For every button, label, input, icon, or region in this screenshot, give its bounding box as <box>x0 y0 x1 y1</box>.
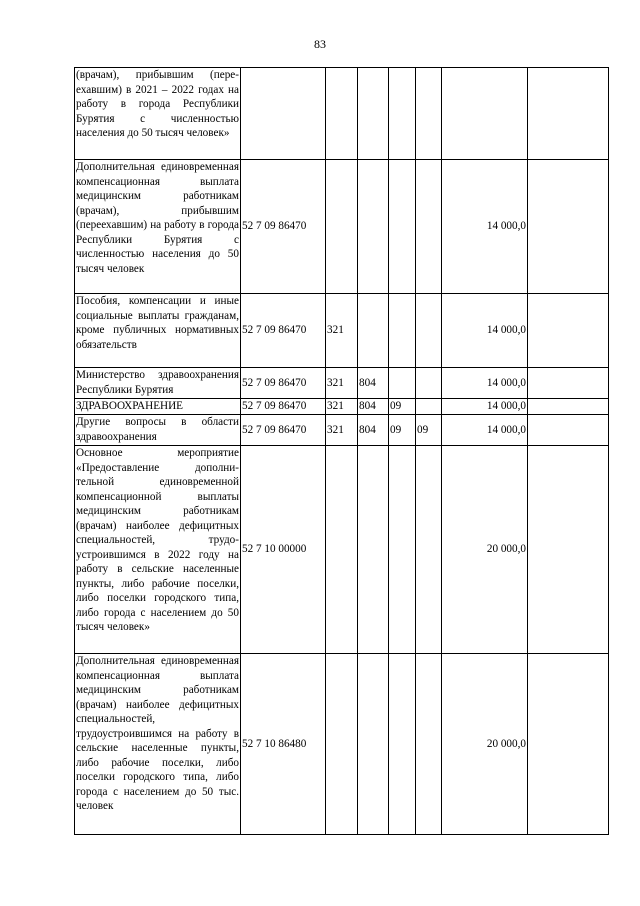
row-ministry-code: 804 <box>358 399 389 415</box>
row-extra <box>528 68 609 160</box>
row-target-code: 52 7 10 00000 <box>241 446 326 654</box>
row-extra <box>528 654 609 835</box>
row-ministry-code <box>358 68 389 160</box>
page-number: 83 <box>314 37 326 51</box>
row-ministry-code <box>358 654 389 835</box>
row-amount: 14 000,0 <box>442 415 528 446</box>
row-amount: 14 000,0 <box>442 399 528 415</box>
row-expense-type: 321 <box>326 294 358 368</box>
row-expense-type <box>326 446 358 654</box>
row-extra <box>528 415 609 446</box>
row-subsection <box>416 368 442 399</box>
table-row <box>75 294 609 368</box>
row-ministry-code <box>358 294 389 368</box>
row-description: Дополнительная единовременная компенсационная выплата медицинским работникам (врачам) наиболее дефицитных специальностей, трудоустроившимся на работу в сельские населенные пункты, либо рабочие поселки, либо поселки городского типа, либо города с населением до 50 тыс. человек <box>75 654 241 835</box>
row-target-code: 52 7 09 86470 <box>241 368 326 399</box>
row-section <box>389 68 416 160</box>
row-extra <box>528 368 609 399</box>
row-section: 09 <box>389 415 416 446</box>
row-section <box>389 446 416 654</box>
row-subsection <box>416 68 442 160</box>
row-expense-type <box>326 654 358 835</box>
row-subsection: 09 <box>416 415 442 446</box>
row-subsection <box>416 160 442 294</box>
row-amount: 14 000,0 <box>442 160 528 294</box>
table-row <box>75 68 609 160</box>
row-ministry-code <box>358 446 389 654</box>
row-ministry-code <box>358 160 389 294</box>
row-target-code: 52 7 09 86470 <box>241 415 326 446</box>
row-description: ЗДРАВООХРАНЕНИЕ <box>75 399 241 415</box>
row-amount: 20 000,0 <box>442 654 528 835</box>
row-subsection <box>416 446 442 654</box>
table-row <box>75 399 609 415</box>
row-subsection <box>416 654 442 835</box>
row-description: Дополнительная единовременная компенсационная выплата медицинским работникам (врачам), прибывшим (переехавшим) на работу в города Республики Бурятия с численностью населения до 50 тысяч человек <box>75 160 241 294</box>
row-section <box>389 294 416 368</box>
row-expense-type: 321 <box>326 368 358 399</box>
row-expense-type: 321 <box>326 415 358 446</box>
row-expense-type <box>326 68 358 160</box>
row-target-code: 52 7 09 86470 <box>241 399 326 415</box>
row-target-code: 52 7 09 86470 <box>241 160 326 294</box>
row-section <box>389 654 416 835</box>
table-row <box>75 160 609 294</box>
row-target-code <box>241 68 326 160</box>
row-amount: 20 000,0 <box>442 446 528 654</box>
table-row <box>75 368 609 399</box>
row-amount: 14 000,0 <box>442 368 528 399</box>
table-body <box>75 68 609 835</box>
row-expense-type: 321 <box>326 399 358 415</box>
row-description: Пособия, компенсации и иные социальные выплаты гражданам, кроме публичных нормативных обязательств <box>75 294 241 368</box>
row-description: Основное мероприятие «Предоставление дополнительной единовременной компенсационной выплаты медицинским работникам (врачам) наиболее дефицитных специальностей, трудоустроившимся в 2022 году на работу в сельские населенные пункты, либо рабочие поселки, либо поселки городского типа, либо города с населением до 50 тысяч человек» <box>75 446 241 654</box>
row-subsection <box>416 399 442 415</box>
budget-table <box>74 67 609 835</box>
table-row <box>75 415 609 446</box>
row-target-code: 52 7 09 86470 <box>241 294 326 368</box>
row-description: Министерство здравоохранения Республики Бурятия <box>75 368 241 399</box>
row-extra <box>528 446 609 654</box>
row-amount: 14 000,0 <box>442 294 528 368</box>
row-ministry-code: 804 <box>358 368 389 399</box>
row-ministry-code: 804 <box>358 415 389 446</box>
row-extra <box>528 160 609 294</box>
row-target-code: 52 7 10 86480 <box>241 654 326 835</box>
table-row <box>75 446 609 654</box>
row-expense-type <box>326 160 358 294</box>
row-section <box>389 368 416 399</box>
row-description: Другие вопросы в области здравоохранения <box>75 415 241 446</box>
row-description: (врачам), прибывшим (переехавшим) в 2021 – 2022 годах на работу в города Республики Бурятия с численностью населения до 50 тысяч человек» <box>75 68 241 160</box>
row-extra <box>528 294 609 368</box>
row-section <box>389 160 416 294</box>
row-extra <box>528 399 609 415</box>
row-subsection <box>416 294 442 368</box>
row-section: 09 <box>389 399 416 415</box>
row-amount <box>442 68 528 160</box>
table-row <box>75 654 609 835</box>
